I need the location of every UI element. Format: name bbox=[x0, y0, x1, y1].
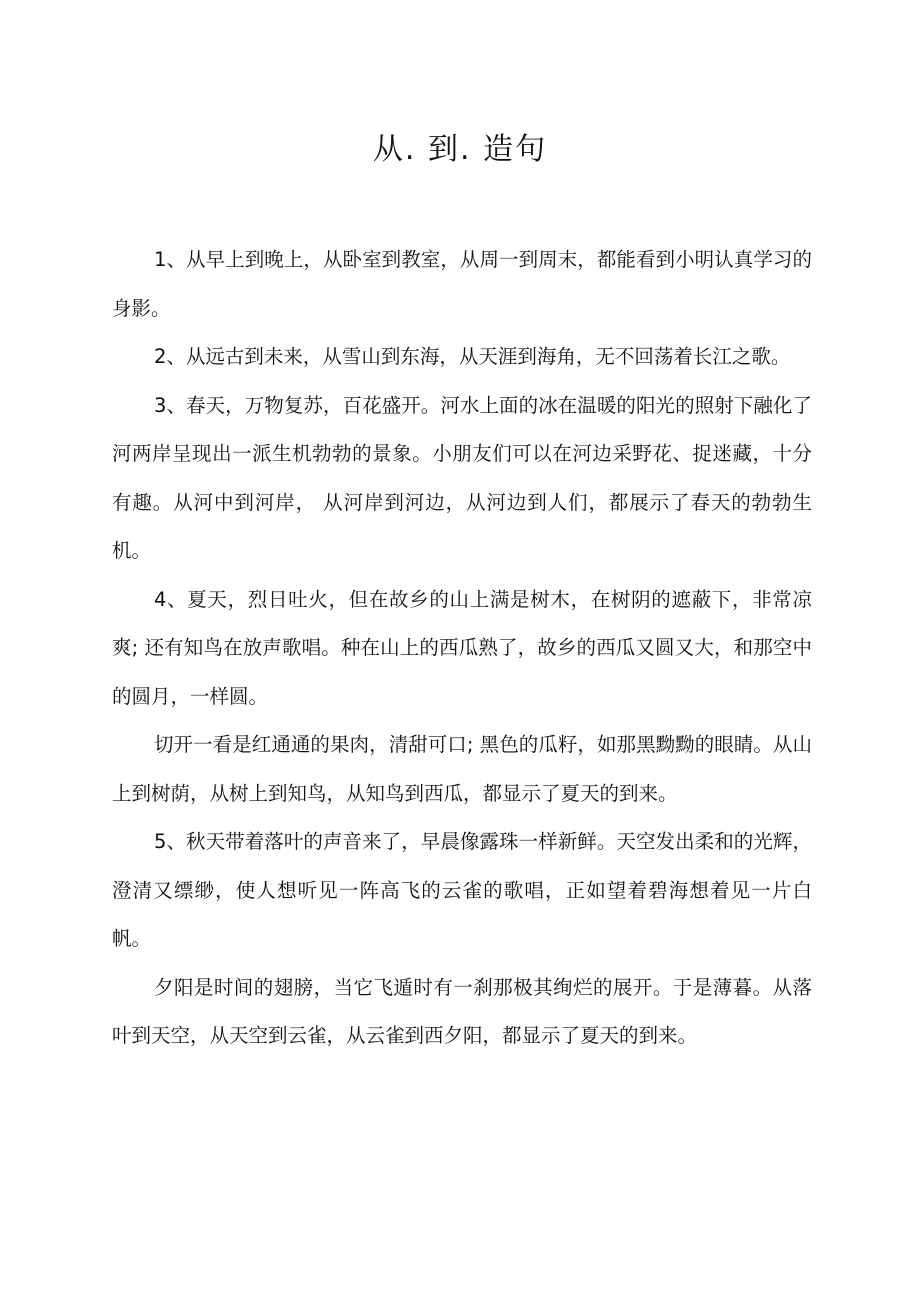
paragraph-6: 5、秋天带着落叶的声音来了，早晨像露珠一样新鲜。天空发出柔和的光辉，澄清又缥缈，使人想听见一阵高飞的云雀的歌唱，正如望着碧海想着见一片白帆。 bbox=[112, 830, 812, 950]
paragraph-5: 切开一看是红通通的果肉，清甜可口; 黑色的瓜籽，如那黑黝黝的眼睛。从山上到树荫，从树上到知鸟，从知鸟到西瓜，都显示了夏天的到来。 bbox=[112, 733, 812, 805]
document-body bbox=[112, 236, 812, 1061]
paragraph-1: 1、从早上到晚上，从卧室到教室，从周一到周末，都能看到小明认真学习的身影。 bbox=[112, 248, 812, 320]
paragraph-3: 3、春天，万物复苏，百花盛开。河水上面的冰在温暖的阳光的照射下融化了河两岸呈现出一派生机勃勃的景象。小朋友们可以在河边采野花、捉迷藏，十分有趣。从河中到河岸， 从河岸到河边，从河边到人们，都展示了春天的勃勃生机。 bbox=[112, 393, 812, 562]
page-title: 从. 到. 造句 bbox=[372, 132, 548, 167]
paragraph-7: 夕阳是时间的翅膀，当它飞遁时有一刹那极其绚烂的展开。于是薄暮。从落叶到天空，从天空到云雀，从云雀到西夕阳，都显示了夏天的到来。 bbox=[112, 975, 812, 1047]
paragraph-4: 4、夏天，烈日吐火，但在故乡的山上满是树木，在树阴的遮蔽下，非常凉爽; 还有知鸟在放声歌唱。种在山上的西瓜熟了，故乡的西瓜又圆又大，和那空中的圆月，一样圆。 bbox=[112, 587, 812, 708]
paragraph-2: 2、从远古到未来，从雪山到东海，从天涯到海角，无不回荡着长江之歌。 bbox=[154, 345, 791, 368]
